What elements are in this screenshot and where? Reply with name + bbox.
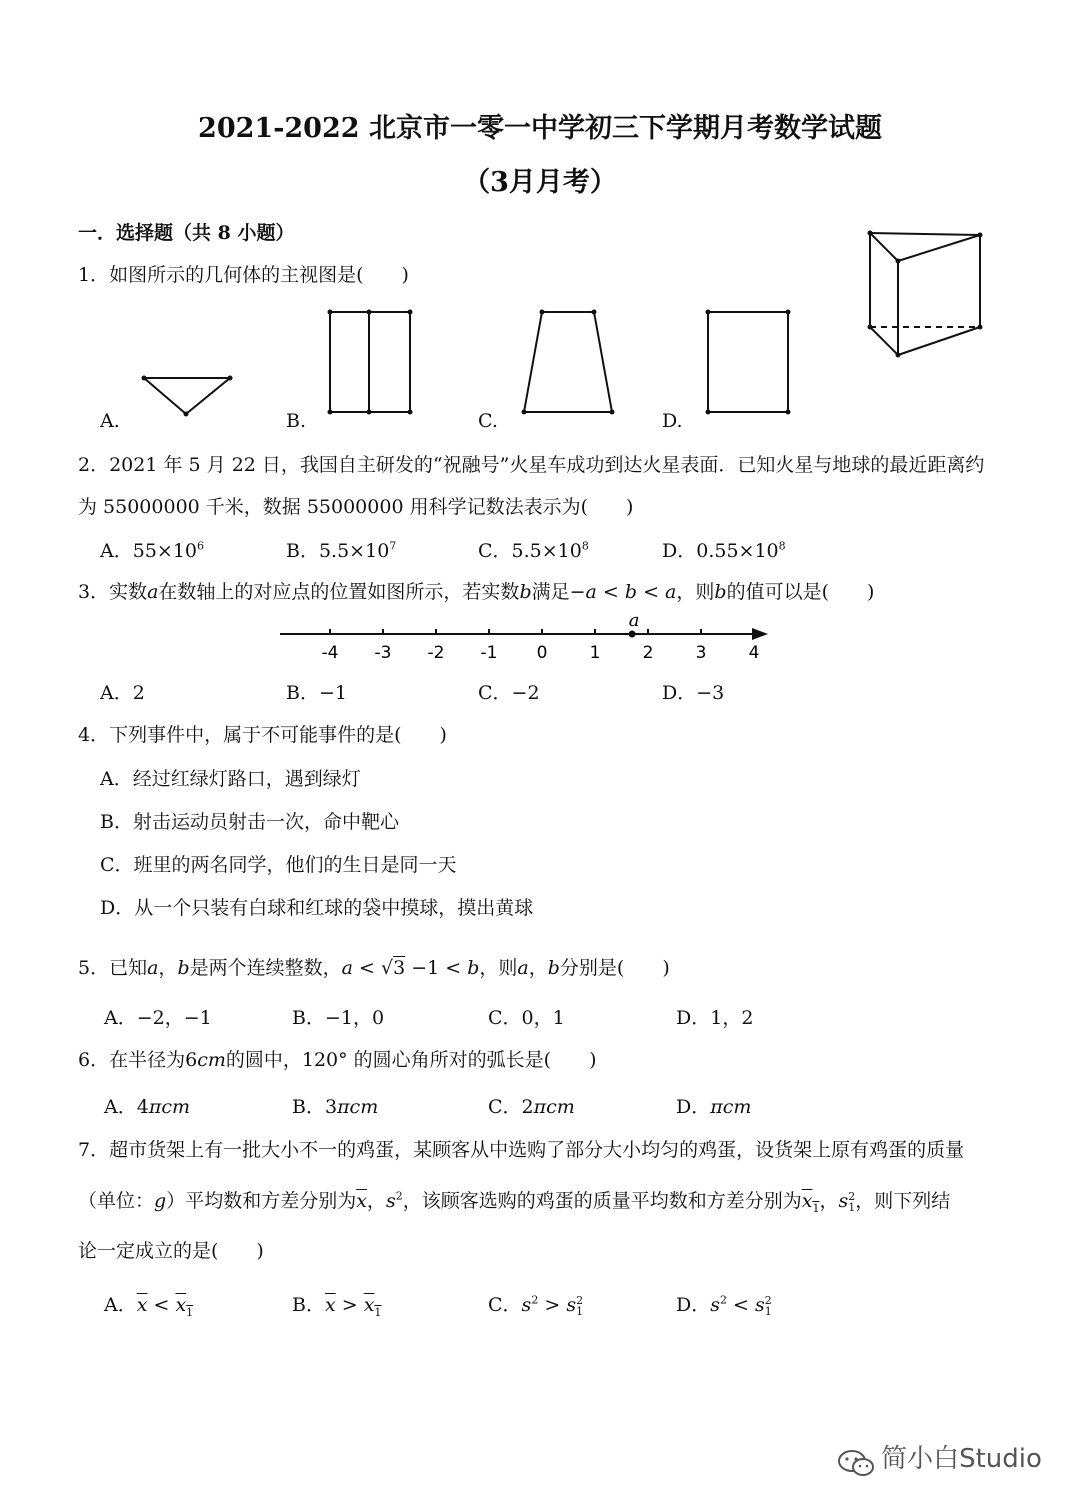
axis-tick-label: 0 (536, 643, 548, 663)
q7-option-b: B．$\overline{x} > x_1$ (292, 1294, 382, 1319)
prism-figure (860, 225, 1000, 365)
axis-tick-label: -2 (427, 643, 445, 663)
page-title: 2021-2022 北京市一零一中学初三下学期月考数学试题 (198, 113, 882, 144)
q1-option-b-shape (326, 308, 416, 418)
q7-option-c: C．$s^2 > s$ 2 1 (488, 1293, 584, 1318)
question-3-text: 3．实数a在数轴上的对应点的位置如图所示，若实数b满足−a < b < a，则b的值可以是( ) (78, 581, 875, 603)
q6-option-b: B．3πcm (292, 1096, 379, 1118)
question-2-line-1: 2．2021 年 5 月 22 日，我国自主研发的“祝融号”火星车成功到达火星表面．已知火星与地球的最近距离约 (78, 454, 985, 476)
question-7-line-2: （单位：g）平均数和方差分别为$\overline{x}$，$s^2$，该顾客选购的鸡蛋的质量平均数和方差分别为$x_1$，s 2 1 ，则下列结 (78, 1189, 951, 1215)
point-a-marker (629, 631, 636, 638)
question-4-text: 4．下列事件中，属于不可能事件的是( ) (78, 724, 447, 746)
q3-option-d: D．−3 (662, 682, 725, 704)
q7-option-a: A．$\overline{x} < x_1$ (104, 1294, 194, 1319)
point-a-label: a (628, 610, 640, 631)
q3-option-c: C．−2 (478, 682, 540, 704)
axis-tick-label: 3 (695, 643, 707, 663)
q1-option-d-shape (704, 308, 794, 418)
number-line (280, 610, 780, 670)
q2-option-b: B．$5.5\times 10^7$ (286, 539, 397, 562)
axis-tick-label: -3 (374, 643, 392, 663)
q6-option-d: D．πcm (676, 1096, 752, 1118)
q3-option-b: B．−1 (286, 682, 347, 704)
axis-tick-label: -4 (321, 643, 339, 663)
q5-option-c: C．0，1 (488, 1007, 565, 1029)
q1-option-a-shape (140, 372, 240, 422)
watermark: 简小白Studio (836, 1438, 1042, 1479)
q1-option-d-label: D. (662, 410, 683, 432)
q3-option-a: A．2 (100, 682, 145, 704)
q5-option-a: A．−2，−1 (104, 1007, 212, 1029)
q4-option-b: B．射击运动员射击一次，命中靶心 (100, 811, 399, 833)
axis-tick-label: -1 (480, 643, 498, 663)
wechat-icon (836, 1447, 876, 1479)
section-heading: 一．选择题（共 8 小题） (78, 222, 295, 244)
question-6-text: 6．在半径为6cm的圆中，120° 的圆心角所对的弧长是( ) (78, 1049, 597, 1071)
q5-option-b: B．−1，0 (292, 1007, 385, 1029)
question-7-line-3: 论一定成立的是( ) (78, 1240, 264, 1262)
q6-option-a: A．4πcm (104, 1096, 190, 1118)
q1-option-c-shape (518, 308, 618, 418)
question-7-line-1: 7．超市货架上有一批大小不一的鸡蛋，某顾客从中选购了部分大小均匀的鸡蛋，设货架上原有鸡蛋的质量 (78, 1139, 965, 1161)
q1-option-b-label: B. (286, 410, 307, 432)
question-1-text: 1．如图所示的几何体的主视图是( ) (78, 264, 409, 286)
q7-option-d: D．$s^2 < s$ 2 1 (676, 1293, 772, 1318)
axis-tick-label: 4 (748, 643, 760, 663)
axis-tick-label: 1 (589, 643, 601, 663)
axis-tick-label: 2 (642, 643, 654, 663)
q1-option-c-label: C. (478, 410, 498, 432)
q1-option-a-label: A. (100, 410, 120, 432)
page-subtitle: （3月月考） (463, 167, 617, 198)
question-5-text: 5．已知a，b是两个连续整数，a < √3 −1 < b，则a，b分别是( ) (78, 957, 670, 979)
q6-option-c: C．2πcm (488, 1096, 575, 1118)
q2-option-c: C．$5.5\times 10^8$ (478, 539, 589, 562)
question-2-line-2: 为 55000000 千米，数据 55000000 用科学记数法表示为( ) (78, 496, 634, 518)
q2-option-a: A．$55\times 10^6$ (100, 539, 205, 562)
q4-option-c: C．班里的两名同学，他们的生日是同一天 (100, 854, 457, 876)
q5-option-d: D．1，2 (676, 1007, 754, 1029)
q4-option-a: A．经过红绿灯路口，遇到绿灯 (100, 768, 361, 790)
q2-option-d: D．$0.55\times 10^8$ (662, 539, 786, 562)
q4-option-d: D．从一个只装有白球和红球的袋中摸球，摸出黄球 (100, 897, 534, 919)
